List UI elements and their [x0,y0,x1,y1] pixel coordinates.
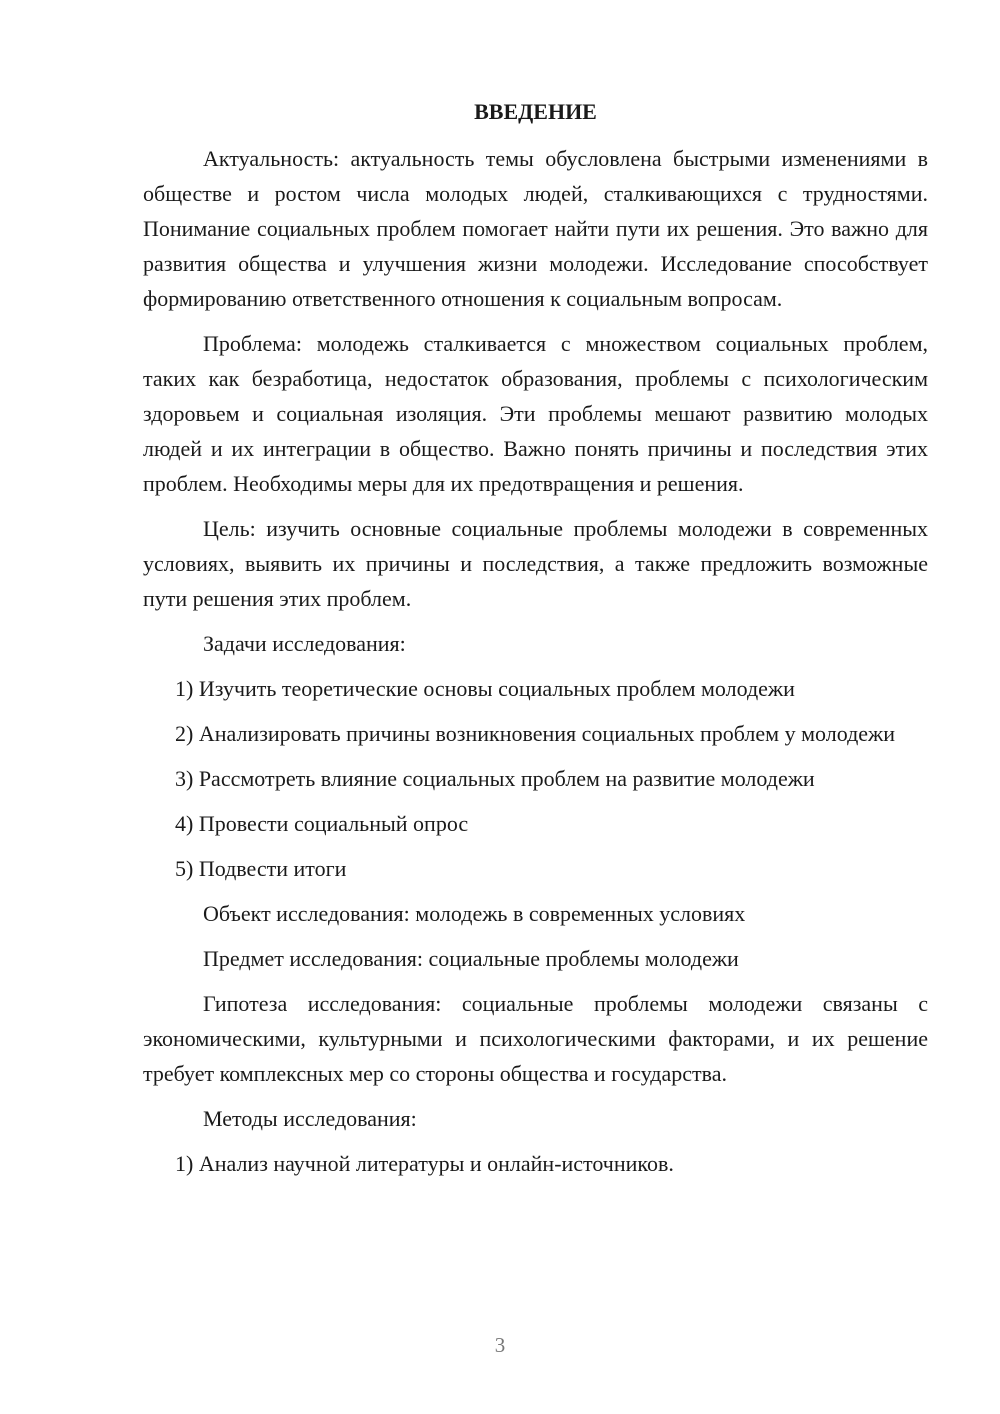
task-item: 1) Изучить теоретические основы социальных проблем молодежи [175,676,795,701]
problem-paragraph: Проблема: молодежь сталкивается с множеством социальных проблем, таких как безработица, недостаток образования, проблемы с психологическим здоровьем и социальная изоляция. Эти проблемы мешают развитию молодых людей и их интеграции в общество. Важно понять причины и последствия этих проблем. Необходимы меры для их предотвращения и решения. [143,331,928,496]
task-item: 4) Провести социальный опрос [175,811,469,836]
object-line: Объект исследования: молодежь в современных условиях [203,901,746,926]
relevance-paragraph: Актуальность: актуальность темы обусловлена быстрыми изменениями в обществе и ростом числа молодых людей, сталкивающихся с трудностями. Понимание социальных проблем помогает найти пути их решения. Это важно для развития общества и улучшения жизни молодежи. Исследование способствует формированию ответственного отношения к социальным вопросам. [143,146,928,311]
document-page [143,94,928,1191]
tasks-heading: Задачи исследования: [203,631,406,656]
task-item: 3) Рассмотреть влияние социальных проблем на развитие молодежи [175,766,815,791]
method-item: 1) Анализ научной литературы и онлайн-источников. [175,1151,674,1176]
hypothesis-paragraph: Гипотеза исследования: социальные проблемы молодежи связаны с экономическими, культурными и психологическими факторами, и их решение требует комплексных мер со стороны общества и государства. [143,991,928,1086]
task-item: 5) Подвести итоги [175,856,347,881]
task-item: 2) Анализировать причины возникновения социальных проблем у молодежи [175,721,895,746]
page-title: ВВЕДЕНИЕ [474,99,597,124]
methods-heading: Методы исследования: [203,1106,417,1131]
page-number: 3 [494,1333,506,1357]
subject-line: Предмет исследования: социальные проблемы молодежи [203,946,739,971]
goal-paragraph: Цель: изучить основные социальные проблемы молодежи в современных условиях, выявить их причины и последствия, а также предложить возможные пути решения этих проблем. [143,516,928,611]
